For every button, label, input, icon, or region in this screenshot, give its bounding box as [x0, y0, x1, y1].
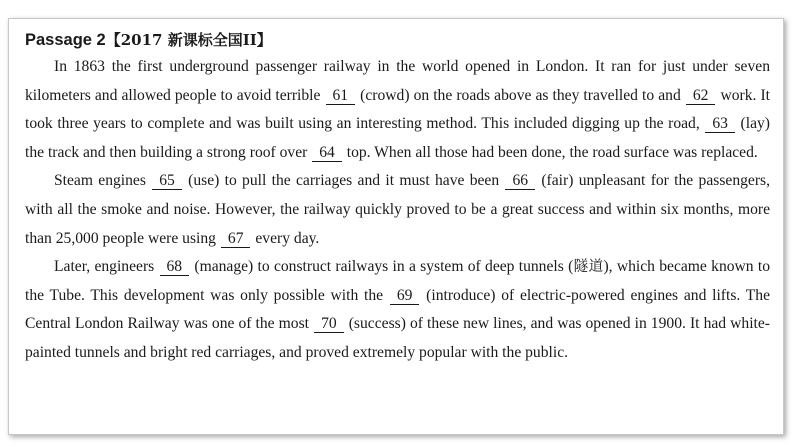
paragraph: [25, 167, 770, 253]
passage-text: every day.: [251, 229, 320, 247]
paragraph: [25, 253, 770, 367]
blank-number: 69: [390, 288, 420, 305]
passage-title: [25, 29, 770, 52]
blank-number: 70: [314, 316, 344, 333]
blank-number: 66: [505, 173, 535, 190]
passage-text: (crowd) on the roads above as they travelled to and: [356, 86, 685, 104]
passage-text: (success) of these new lines, and was opened in 1900. It had white-painted tunnels and bright red carriages, and proved extremely popular with the public.: [25, 315, 770, 361]
passage-text: (introduce) of electric-powered engines and lifts. The Central London Railway was one of the most: [25, 286, 771, 333]
passage-text: (lay) the track and then building a strong roof over: [25, 115, 770, 161]
passage-body: [25, 53, 770, 368]
blank-number: 64: [312, 145, 342, 162]
gloss-text: 隧道: [573, 259, 604, 276]
blank-number: 68: [160, 259, 190, 276]
passage-text: (manage) to construct railways in a system of deep tunnels (: [190, 258, 574, 276]
passage-text: Steam engines: [54, 172, 152, 190]
passage-text: work. It took three years to complete and was built using an interesting method. This included digging up the road,: [25, 86, 770, 133]
passage-text: (use) to pull the carriages and it must have been: [182, 172, 505, 190]
passage-text: ), which became known to the Tube. This development was only possible with the: [25, 258, 771, 304]
passage-text: In 1863 the first underground passenger railway in the world opened in London. It ran for just under seven kilometers and allowed people to avoid terrible: [25, 58, 770, 104]
passage-source: 【2017 新课标全国II】: [105, 31, 272, 49]
passage-text: (fair) unpleasant for the passengers, with all the smoke and noise. However, the railway quickly proved to be a great success and within six months, more than 25,000 people were using: [25, 172, 770, 247]
blank-number: 62: [686, 88, 716, 105]
blank-number: 61: [326, 88, 356, 105]
passage-text: top. When all those had been done, the road surface was replaced.: [342, 143, 758, 161]
blank-number: 63: [705, 116, 735, 133]
passage-text: Later, engineers: [54, 258, 159, 276]
passage-card: [8, 18, 784, 435]
paragraph: [25, 53, 770, 167]
passage-number: Passage 2: [25, 31, 106, 49]
passage-content: [25, 29, 770, 368]
blank-number: 65: [152, 173, 182, 190]
blank-number: 67: [221, 231, 251, 248]
